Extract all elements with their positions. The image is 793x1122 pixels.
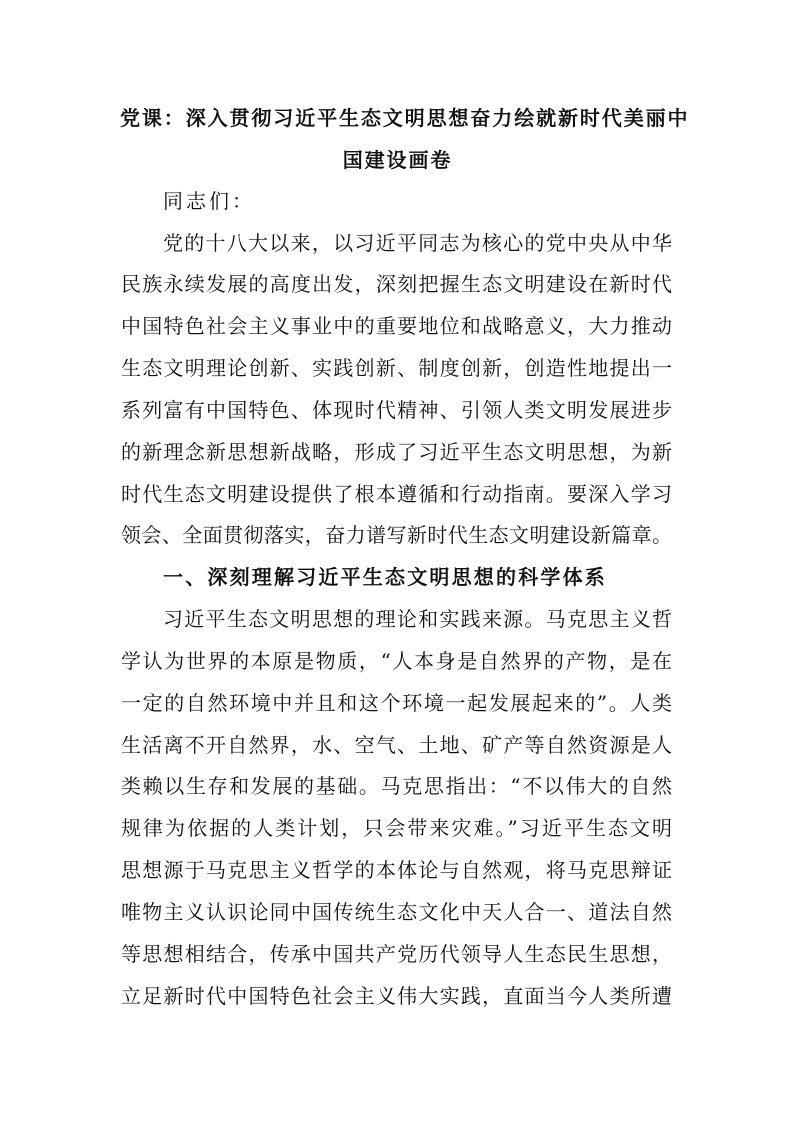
paragraph-2-line: 规律为依据的人类计划，只会带来灾难。”习近平生态文明	[121, 816, 672, 840]
paragraph-2-line: 习近平生态文明思想的理论和实践来源。马克思主义哲	[163, 607, 672, 631]
paragraph-1-line: 生态文明理论创新、实践创新、制度创新，创造性地提出一	[121, 356, 672, 380]
paragraph-1-line: 的新理念新思想新战略，形成了习近平生态文明思想，为新	[121, 440, 672, 464]
section-heading: 一、深刻理解习近平生态文明思想的科学体系	[163, 565, 607, 589]
paragraph-1-line: 时代生态文明建设提供了根本遵循和行动指南。要深入学习	[121, 482, 672, 506]
paragraph-2-line: 生活离不开自然界，水、空气、土地、矿产等自然资源是人	[121, 733, 672, 757]
paragraph-2-line: 等思想相结合，传承中国共产党历代领导人生态民生思想，	[121, 942, 672, 966]
paragraph-2-line: 思想源于马克思主义哲学的本体论与自然观，将马克思辩证	[121, 858, 672, 882]
paragraph-2-line: 唯物主义认识论同中国传统生态文化中天人合一、道法自然	[121, 900, 672, 924]
paragraph-1-line: 民族永续发展的高度出发，深刻把握生态文明建设在新时代	[121, 272, 672, 296]
paragraph-1-line: 党的十八大以来，以习近平同志为核心的党中央从中华	[163, 231, 672, 255]
document-title-line-2: 国建设画卷	[342, 148, 453, 172]
document-title-line-1: 党课：深入贯彻习近平生态文明思想奋力绘就新时代美丽中	[120, 106, 690, 130]
paragraph-2-line: 一定的自然环境中并且和这个环境一起发展起来的”。人类	[121, 691, 672, 715]
paragraph-2-line: 类赖以生存和发展的基础。马克思指出：“不以伟大的自然	[121, 774, 672, 798]
paragraph-1-line: 领会、全面贯彻落实，奋力谱写新时代生态文明建设新篇章。	[121, 523, 672, 547]
paragraph-1-line: 中国特色社会主义事业中的重要地位和战略意义，大力推动	[121, 314, 672, 338]
paragraph-2-line: 学认为世界的本原是物质，“人本身是自然界的产物，是在	[121, 649, 672, 673]
salutation: 同志们：	[163, 189, 255, 213]
paragraph-2-line: 立足新时代中国特色社会主义伟大实践，直面当今人类所遭	[121, 984, 672, 1008]
paragraph-1-line: 系列富有中国特色、体现时代精神、引领人类文明发展进步	[121, 398, 672, 422]
